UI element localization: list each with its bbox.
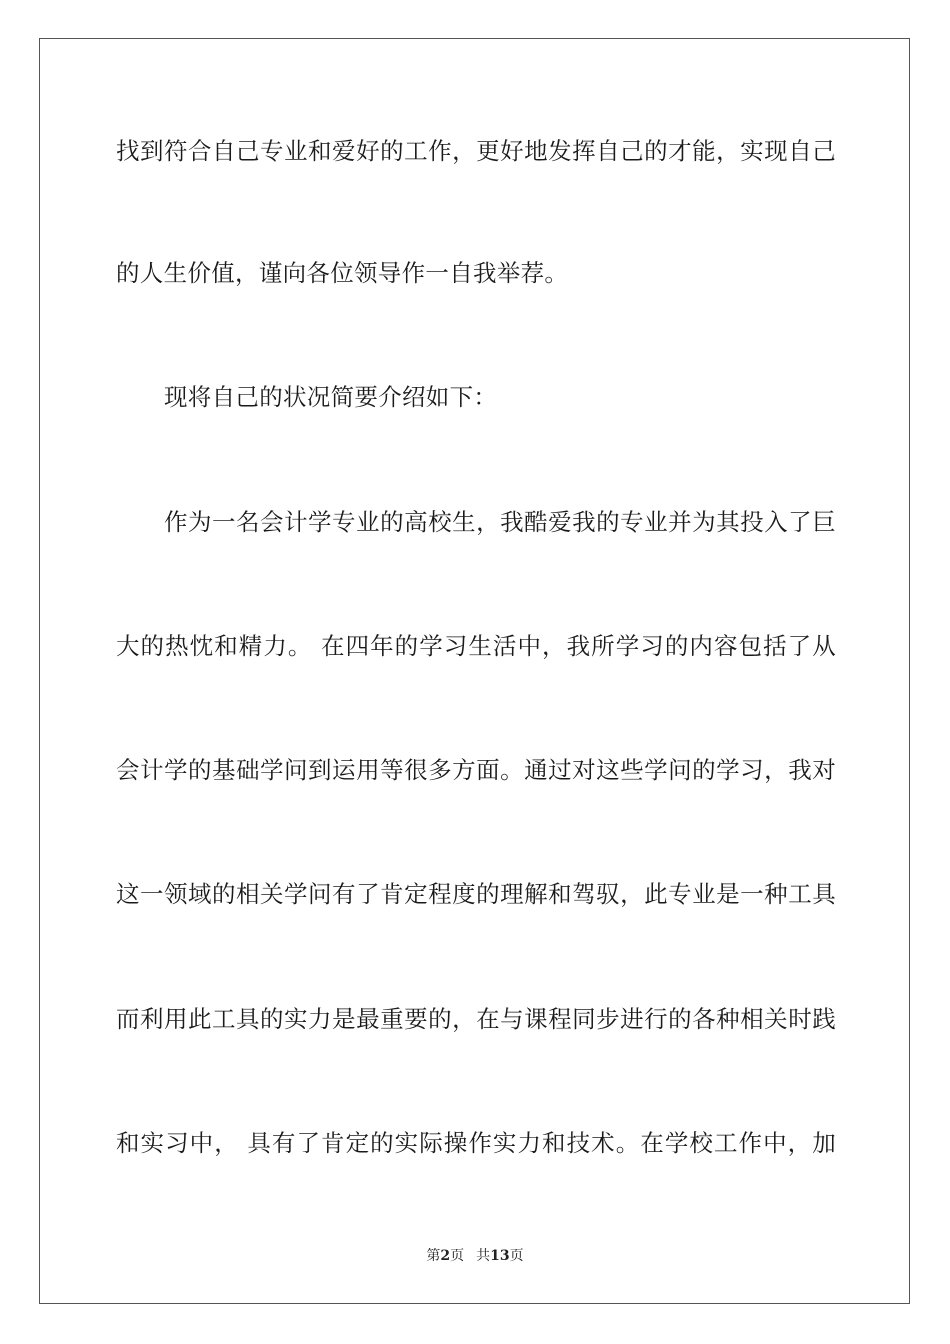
- page-footer: [0, 1247, 950, 1265]
- body-text-line: 而利用此工具的实力是最重要的，在与课程同步进行的各种相关时践: [116, 1005, 836, 1033]
- body-text-line: 大的热忱和精力。 在四年的学习生活中，我所学习的内容包括了从: [116, 632, 836, 660]
- paragraph-intro-line: 现将自己的状况简要介绍如下：: [164, 383, 498, 411]
- body-text-line: 会计学的基础学问到运用等很多方面。通过对这些学问的学习，我对: [116, 756, 836, 784]
- paragraph-first-line: 作为一名会计学专业的高校生，我酷爱我的专业并为其投入了巨: [164, 508, 836, 536]
- page-number-prefix: 第: [426, 1248, 441, 1264]
- page-frame: [39, 38, 910, 1304]
- current-page-number: 2: [440, 1248, 451, 1264]
- page-number-unit: 页: [450, 1248, 465, 1264]
- body-text-line: 这一领域的相关学问有了肯定程度的理解和驾驭，此专业是一种工具: [116, 880, 836, 908]
- body-text-line: 和实习中， 具有了肯定的实际操作实力和技术。在学校工作中，加: [116, 1129, 836, 1157]
- total-pages-unit: 页: [509, 1248, 524, 1264]
- body-text-line: 找到符合自己专业和爱好的工作，更好地发挥自己的才能，实现自己: [116, 137, 836, 165]
- total-pages-prefix: 共: [476, 1248, 491, 1264]
- total-page-count: 13: [490, 1248, 510, 1264]
- body-text-line: 的人生价值，谨向各位领导作一自我举荐。: [116, 259, 569, 287]
